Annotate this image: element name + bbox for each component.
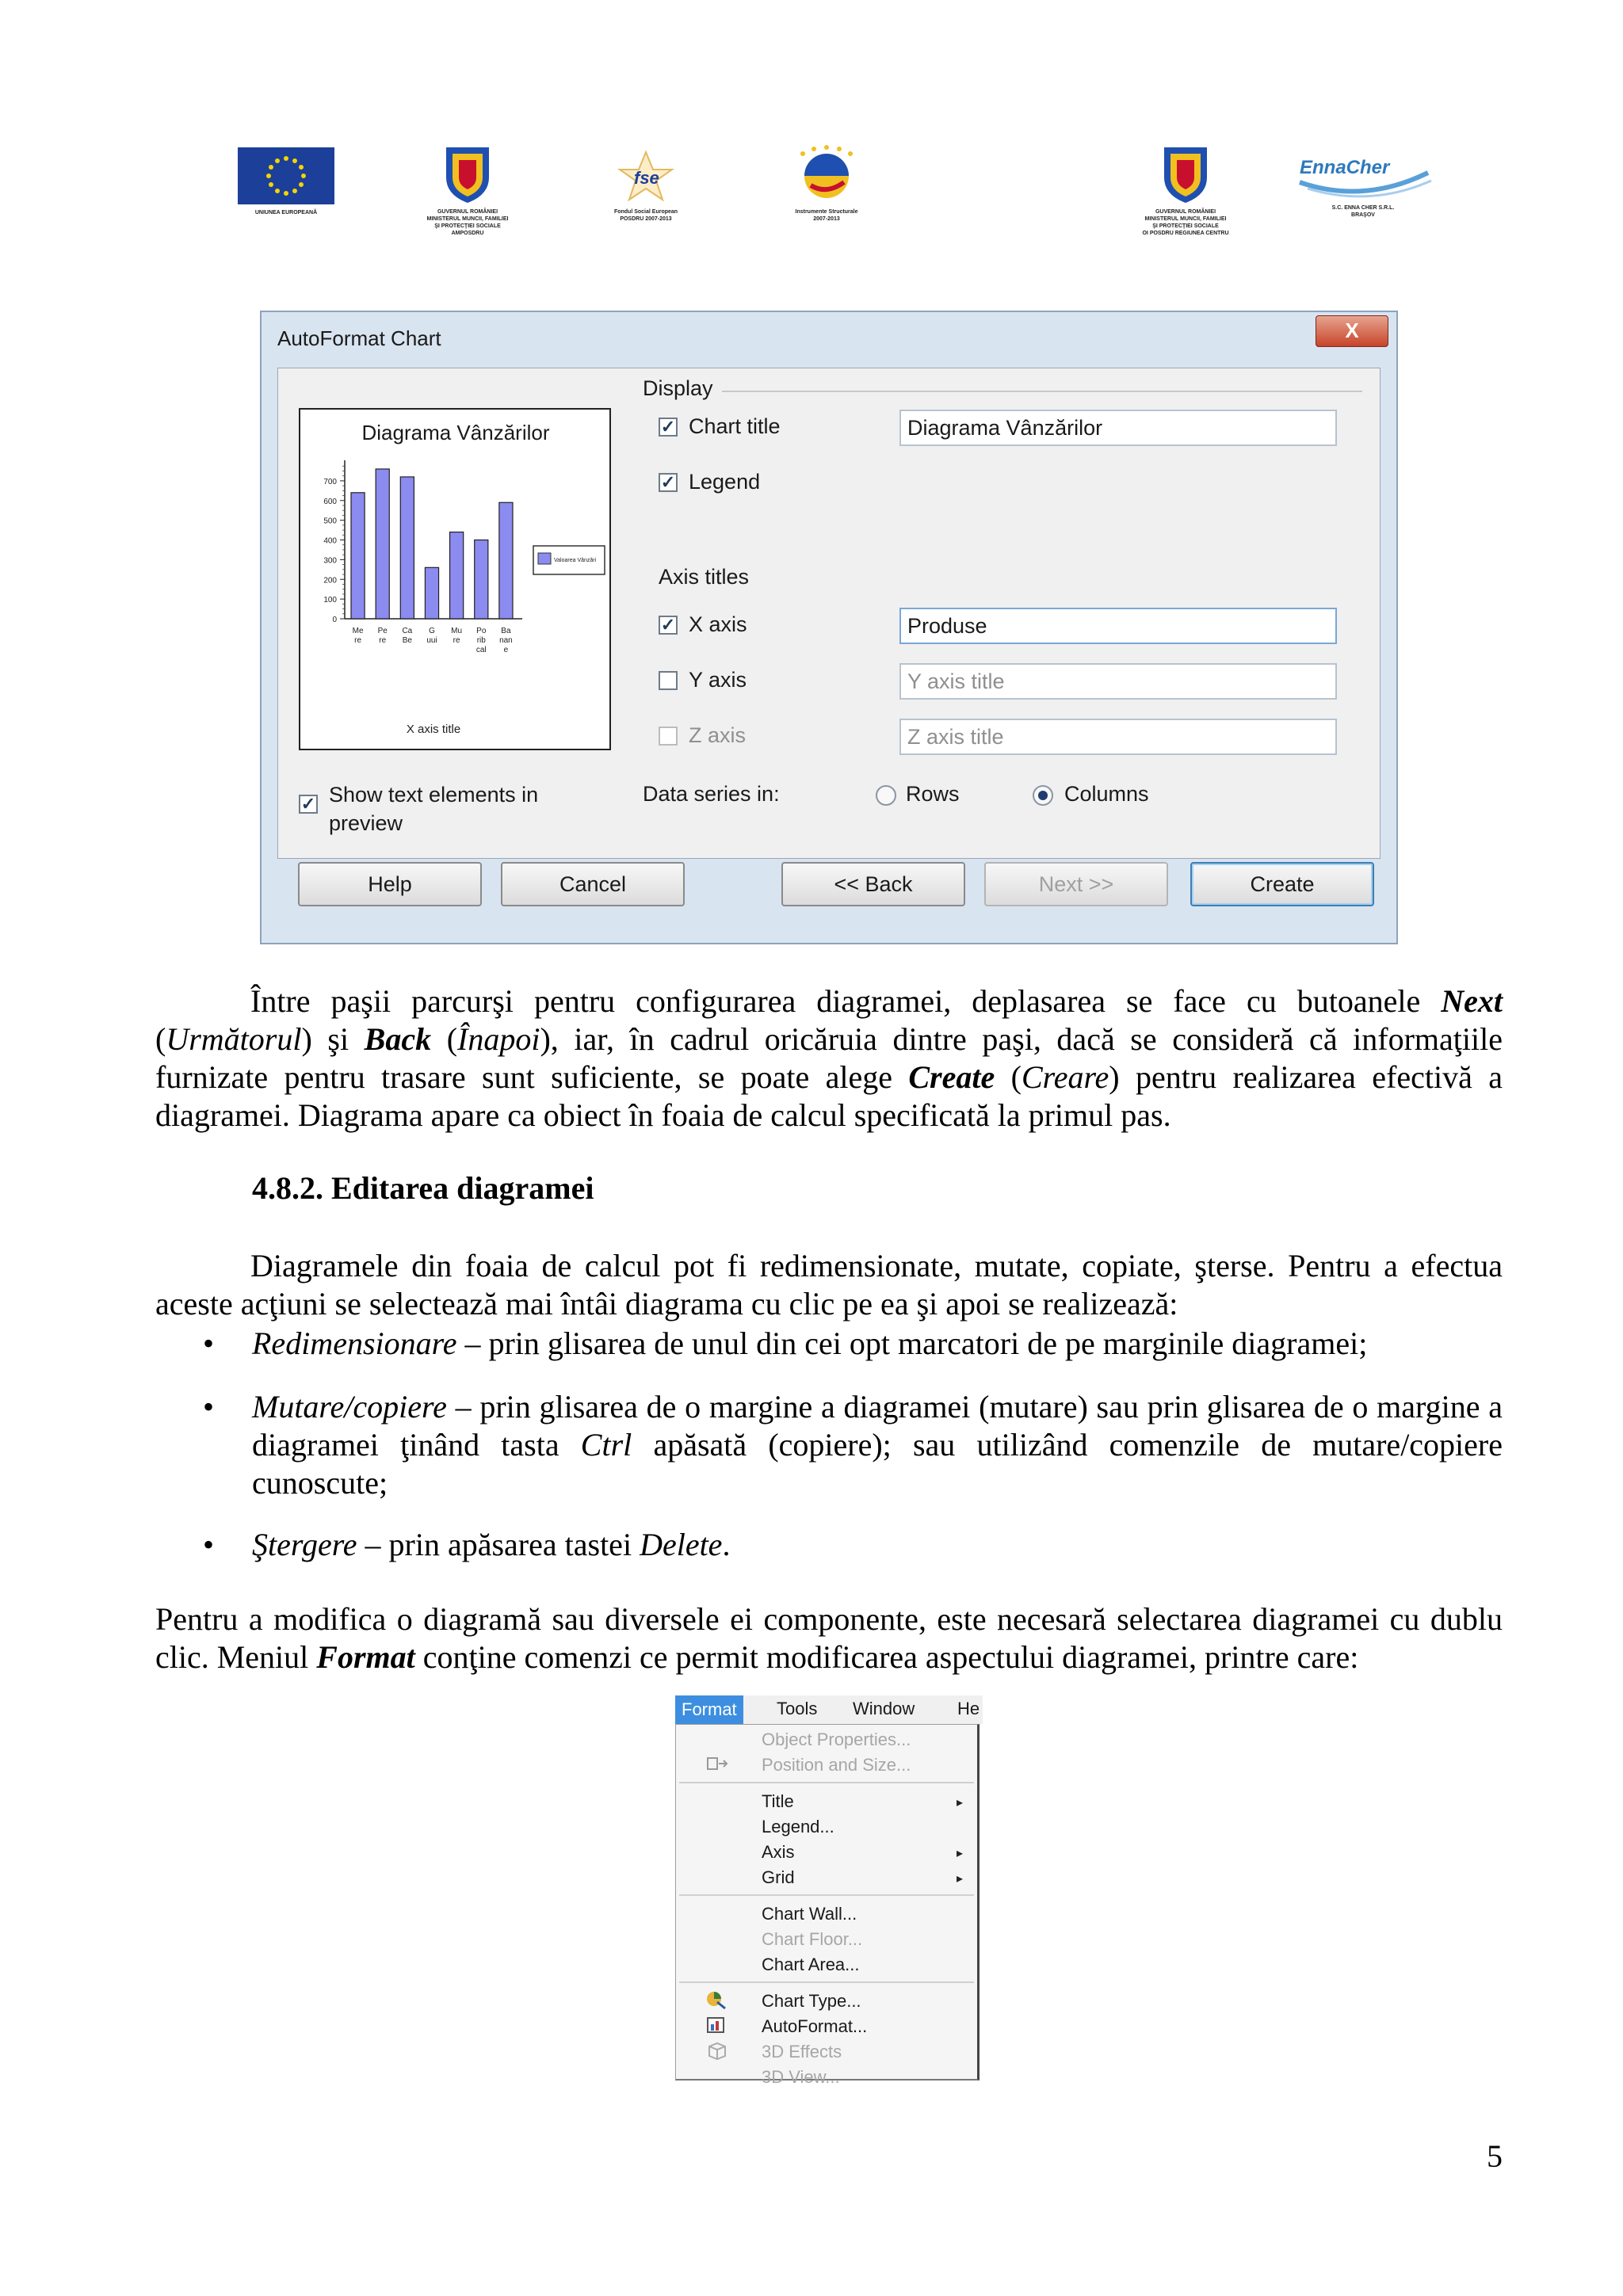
cancel-button[interactable]: Cancel	[501, 862, 685, 906]
menu-item-title[interactable]: Title	[762, 1791, 794, 1811]
preview-y-tick-label: 300	[323, 556, 337, 566]
instrumente-structurale-logo	[767, 144, 886, 223]
menu-item-object-properties[interactable]: Object Properties...	[762, 1730, 911, 1749]
preview-category-label: nan	[499, 636, 513, 645]
menu-item-chart-wall[interactable]: Chart Wall...	[762, 1904, 857, 1924]
preview-category-label: Ca	[402, 627, 413, 635]
text-run: conţine comenzi ce permit modificarea aspectului diagramei, printre care:	[414, 1639, 1359, 1675]
resize-term: Redimensionare	[252, 1325, 457, 1361]
logo-caption: GUVERNUL ROMÂNIEI MINISTERUL MUNCII, FAMILIEI ŞI PROTECŢIEI SOCIALE OI POSDRU REGIUNEA CENTRU	[1142, 209, 1229, 236]
preview-legend-label: Valoarea Vânzări	[554, 558, 597, 563]
svg-text:fse: fse	[634, 168, 659, 188]
show-text-checkbox[interactable]: ✓	[299, 795, 318, 814]
creare-term: Creare	[1021, 1059, 1109, 1095]
menu-window[interactable]: Window	[853, 1699, 915, 1718]
dialog-body	[277, 368, 1381, 859]
preview-bar	[475, 540, 488, 619]
preview-bar	[499, 502, 513, 619]
bullet-marker: •	[203, 1325, 215, 1361]
menu-item-axis[interactable]: Axis	[762, 1842, 795, 1862]
chart-title-input[interactable]: Diagrama Vânzărilor	[899, 410, 1337, 446]
rows-label: Rows	[906, 782, 960, 806]
preview-y-tick-label: 600	[323, 497, 337, 506]
display-group-label: Display	[643, 376, 713, 400]
back-term: Back	[364, 1021, 432, 1057]
text-run: apăsată (copiere); sau utilizând comenzile de mutare/copiere cunoscute;	[252, 1427, 1503, 1501]
coat-of-arms-icon	[1158, 143, 1213, 204]
move-copy-term: Mutare/copiere	[252, 1389, 447, 1425]
menu-separator	[679, 1782, 974, 1783]
menu-item-chart-area[interactable]: Chart Area...	[762, 1955, 860, 1974]
preview-category-label: e	[503, 646, 509, 654]
text-run: Între paşii parcurşi pentru configurarea diagramei, deplasarea se face cu butoanele	[250, 983, 1442, 1019]
gov-logo-2	[1106, 143, 1265, 237]
preview-bar	[351, 493, 365, 619]
z-axis-label: Z axis	[689, 723, 747, 747]
preview-y-tick-label: 0	[332, 616, 337, 624]
logo-caption: S.C. ENNA CHER S.R.L. BRAŞOV	[1331, 205, 1395, 218]
eu-flag-icon	[238, 147, 334, 204]
next-button[interactable]: Next >>	[984, 862, 1168, 906]
3d-effects-icon	[705, 2040, 728, 2061]
text-run: ) pentru realizarea efectivă a diagramei. Diagrama apare ca obiect în foaia de calcul specificată la primul pas.	[155, 1059, 1503, 1133]
rows-radio[interactable]	[876, 785, 896, 806]
preview-category-label: Ba	[501, 627, 511, 635]
section-heading: 4.8.2. Editarea diagramei	[252, 1170, 594, 1206]
next-term: Next	[1441, 983, 1503, 1019]
data-series-label: Data series in:	[643, 782, 780, 806]
ennacher-logo	[1292, 149, 1434, 219]
preview-category-label: Po	[476, 627, 487, 635]
inapoi-term: Înapoi	[457, 1021, 540, 1057]
submenu-arrow-icon: ▸	[957, 1872, 964, 1886]
menu-item-3d-view[interactable]: 3D View...	[762, 2067, 840, 2087]
preview-bar	[450, 532, 464, 619]
preview-category-label: re	[379, 636, 387, 645]
autoformat-icon	[705, 2015, 728, 2035]
menu-bar	[675, 1695, 983, 1724]
logo-caption: UNIUNEA EUROPEANĂ	[254, 210, 318, 215]
submenu-arrow-icon: ▸	[957, 1847, 964, 1860]
text-run: ) şi	[301, 1021, 365, 1057]
y-axis-checkbox[interactable]	[659, 671, 678, 690]
display-group-line	[722, 391, 1362, 392]
z-axis-checkbox[interactable]	[659, 727, 678, 746]
menu-tools[interactable]: Tools	[777, 1699, 818, 1718]
text-run: ), iar, în cadrul oricăruia dintre paşi, dacă se consideră că informaţiile furnizate pentru trasare sunt suficiente, se poate alege	[155, 1021, 1503, 1095]
logo-caption: GUVERNUL ROMÂNIEI MINISTERUL MUNCII, FAMILIEI ŞI PROTECŢIEI SOCIALE AMPOSDRU	[426, 209, 509, 236]
menu-item-chart-floor[interactable]: Chart Floor...	[762, 1929, 863, 1949]
text-run: Diagramele din foaia de calcul pot fi redimensionate, mutate, copiate, şterse. Pentru a efectua aceste acţiuni se selectează mai întâi diagrama cu clic pe ea şi apoi se realizează:	[155, 1248, 1503, 1322]
logo-caption: Fondul Social European POSDRU 2007-2013	[613, 209, 678, 222]
text-run: (	[995, 1059, 1022, 1095]
preview-category-label: re	[453, 636, 460, 645]
bullet-marker: •	[203, 1389, 215, 1425]
text-run: (	[431, 1021, 458, 1057]
preview-x-axis-title: X axis title	[406, 723, 461, 736]
preview-category-label: cal	[475, 646, 487, 654]
y-axis-label: Y axis	[689, 668, 747, 692]
preview-category-label: Pe	[377, 627, 388, 635]
bullet-marker: •	[203, 1527, 215, 1562]
text-run: – prin glisarea de o margine a diagramei (mutare) sau prin glisarea de o margine a diagramei ţinând tasta	[252, 1389, 1503, 1463]
preview-y-tick-label: 700	[323, 477, 337, 486]
preview-y-tick-label: 200	[323, 576, 337, 585]
preview-y-tick-label: 500	[323, 517, 337, 526]
menu-item-position-size[interactable]: Position and Size...	[762, 1755, 911, 1775]
menu-item-grid[interactable]: Grid	[762, 1867, 795, 1887]
submenu-arrow-icon: ▸	[957, 1796, 964, 1810]
create-term: Create	[908, 1059, 995, 1095]
paragraph-editing	[155, 1247, 1503, 1323]
paragraph-navigation	[155, 982, 1503, 1135]
z-axis-title-input[interactable]: Z axis title	[899, 719, 1337, 755]
preview-y-tick-label: 400	[323, 536, 337, 546]
eu-logo	[235, 147, 338, 216]
format-term: Format	[316, 1639, 415, 1675]
menu-item-legend[interactable]: Legend...	[762, 1817, 834, 1836]
chart-title-label: Chart title	[689, 414, 781, 438]
chart-type-icon	[705, 1989, 728, 2010]
fse-star-icon	[610, 149, 682, 204]
preview-category-label: re	[354, 636, 362, 645]
ennacher-brand-text: EnnaCher	[1300, 157, 1390, 178]
delete-term: Ştergere	[252, 1527, 357, 1562]
x-axis-label: X axis	[689, 612, 747, 636]
delete-key-term: Delete	[640, 1527, 723, 1562]
menu-separator	[679, 1894, 974, 1896]
preview-category-label: Be	[402, 636, 412, 645]
columns-label: Columns	[1064, 782, 1149, 806]
close-button[interactable]: X	[1316, 315, 1388, 347]
show-text-label: Show text elements in preview	[329, 783, 539, 835]
y-axis-title-input[interactable]: Y axis title	[899, 663, 1337, 700]
chart-preview	[299, 408, 611, 750]
coat-of-arms-icon	[440, 143, 495, 204]
preview-chart-title: Diagrama Vânzărilor	[361, 421, 550, 444]
preview-category-label: G	[429, 627, 435, 635]
urmatorul-term: Următorul	[166, 1021, 302, 1057]
preview-bar	[376, 469, 389, 619]
ctrl-term: Ctrl	[580, 1427, 632, 1463]
instrumente-logo-icon	[787, 144, 866, 204]
text-run: .	[722, 1527, 731, 1562]
menu-item-3d-effects[interactable]: 3D Effects	[762, 2042, 842, 2061]
gov-logo-1	[396, 143, 539, 237]
position-size-icon	[705, 1753, 728, 1774]
preview-y-tick-label: 100	[323, 596, 337, 605]
format-menu	[675, 1724, 980, 2087]
x-axis-title-input[interactable]: Produse	[899, 608, 1337, 644]
autoformat-chart-dialog	[260, 311, 1398, 944]
help-button[interactable]: Help	[298, 862, 482, 906]
menu-item-autoformat[interactable]: AutoFormat...	[762, 2016, 868, 2036]
preview-category-label: Mu	[451, 627, 463, 635]
dialog-title: AutoFormat Chart	[277, 326, 441, 350]
columns-radio[interactable]	[1033, 785, 1053, 806]
menu-item-chart-type[interactable]: Chart Type...	[762, 1991, 861, 2011]
chart-title-checkbox[interactable]: ✓	[659, 418, 678, 437]
preview-bar	[425, 567, 438, 619]
back-button[interactable]: << Back	[781, 862, 965, 906]
axis-titles-label: Axis titles	[659, 565, 750, 589]
bullet-delete	[252, 1526, 1503, 1564]
preview-category-label: rib	[476, 636, 486, 645]
create-button[interactable]: Create	[1190, 862, 1374, 906]
preview-legend-swatch	[538, 553, 551, 564]
legend-label: Legend	[689, 470, 761, 494]
fse-logo	[586, 149, 705, 223]
page-number: 5	[1487, 2138, 1503, 2174]
preview-category-label: uui	[426, 636, 437, 645]
text-run: (	[155, 1021, 166, 1057]
bullet-resize	[252, 1325, 1503, 1363]
text-run: – prin glisarea de unul din cei opt marcatori de pe marginile diagramei;	[456, 1325, 1368, 1361]
paragraph-format-menu	[155, 1600, 1503, 1676]
legend-checkbox[interactable]: ✓	[659, 473, 678, 492]
text-run: – prin apăsarea tastei	[357, 1527, 640, 1562]
preview-bar	[400, 477, 414, 619]
preview-category-label: Me	[352, 627, 364, 635]
preview-chart	[300, 410, 609, 749]
logo-caption: Instrumente Structurale 2007-2013	[795, 209, 858, 222]
x-axis-checkbox[interactable]: ✓	[659, 616, 678, 635]
dialog-buttons	[277, 862, 1381, 933]
menu-help[interactable]: He	[957, 1699, 980, 1718]
menu-format[interactable]: Format	[675, 1695, 743, 1724]
text-run: Pentru a modifica o diagramă sau diversele ei componente, este necesară selectarea diagramei cu dublu clic. Meniul	[155, 1601, 1503, 1675]
menu-separator	[679, 1981, 974, 1983]
bullet-move-copy	[252, 1388, 1503, 1502]
